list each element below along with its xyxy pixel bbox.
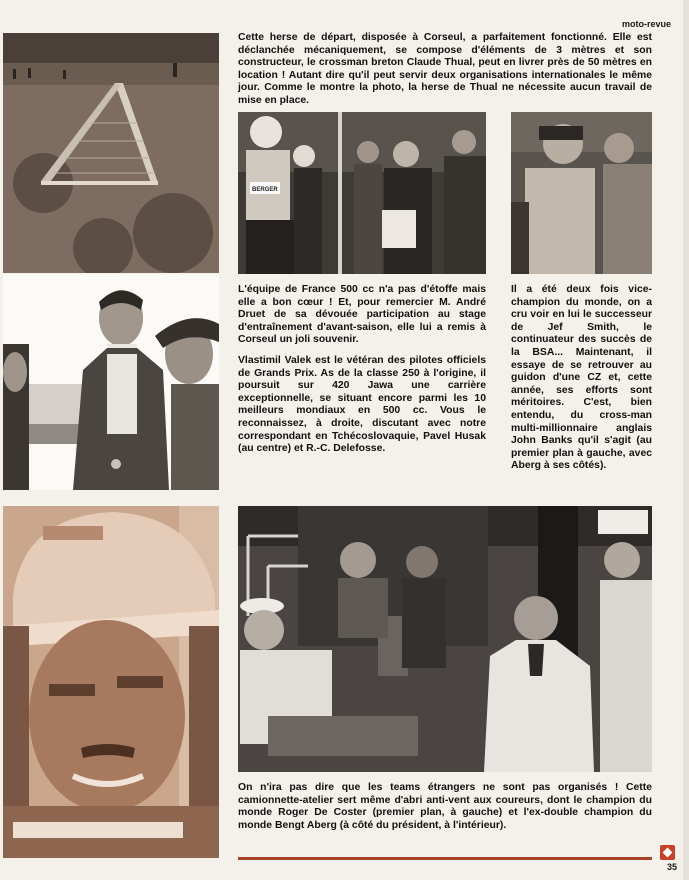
page-number: 35 [666,862,677,872]
photo-valek-group [3,274,219,490]
photo-team-van [238,506,652,772]
rider-bib-text: BERGER [252,187,278,193]
magazine-header: moto-revue [621,19,671,29]
moto-revue-logo-icon [660,845,675,860]
photo-john-banks [511,112,652,274]
caption-valek: Vlastimil Valek est le vétéran des pilotes officiels de Grands Prix. As de la classe 250 à l'origine, il poursuit sur 420 Jawa une carrière exceptionnelle, se situant encore parmi les 10 meilleurs mondiaux en 500 cc. Vous le reconnaissez, à droite, discutant avec notre correspondant en Tchécoslovaquie, Pavel Husak (au centre) et R.-C. Delefosse. [238,354,486,455]
caption-team-van: On n'ira pas dire que les teams étrangers ne sont pas organisés ! Cette camionnette-atelier sert même d'abri anti-vent aux coureurs, dont le champion du monde Roger De Coster (premier plan, à gauche) et l'ex-double champion du monde Bengt Aberg (à côté du président, à l'intérieur). [238,782,652,831]
photo-starting-gate [3,33,219,273]
caption-column-left [238,284,486,464]
photo-helmet-portrait [3,506,219,858]
page-edge [683,0,689,880]
caption-john-banks: Il a été deux fois vice-champion du monde, on a cru voir en lui le successeur de Jef Smith, le continuateur des succès de la BSA... Maintenant, il essaye de se retrouver au guidon d'une CZ et, cette année, ses efforts sont méritoires. C'est, bien entendu, du cross-man multi-millionnaire anglais John Banks qu'il s'agit (au premier plan à gauche, avec Aberg à ses côtés). [511,284,652,472]
photo-team-france [238,112,486,274]
bottom-rule [238,857,652,860]
caption-starting-gate: Cette herse de départ, disposée à Corseul, a parfaitement fonctionné. Elle est déclanchée mécaniquement, se compose d'éléments de 3 mètres et son constructeur, le crossman breton Claude Thual, peut en livrer près de 50 mètres en location ! Autant dire qu'il peut servir deux organisations internationales le même jour. Comme le montre la photo, la herse de Thual ne nécessite aucun travail de mise en place. [238,32,652,106]
caption-team-france: L'équipe de France 500 cc n'a pas d'étoffe mais elle a bon cœur ! Et, pour remercier M. André Druet de sa dévouée participation au stage d'entraînement d'avant-saison, elle lui a remis à Corseul un joli souvenir. [238,284,486,346]
